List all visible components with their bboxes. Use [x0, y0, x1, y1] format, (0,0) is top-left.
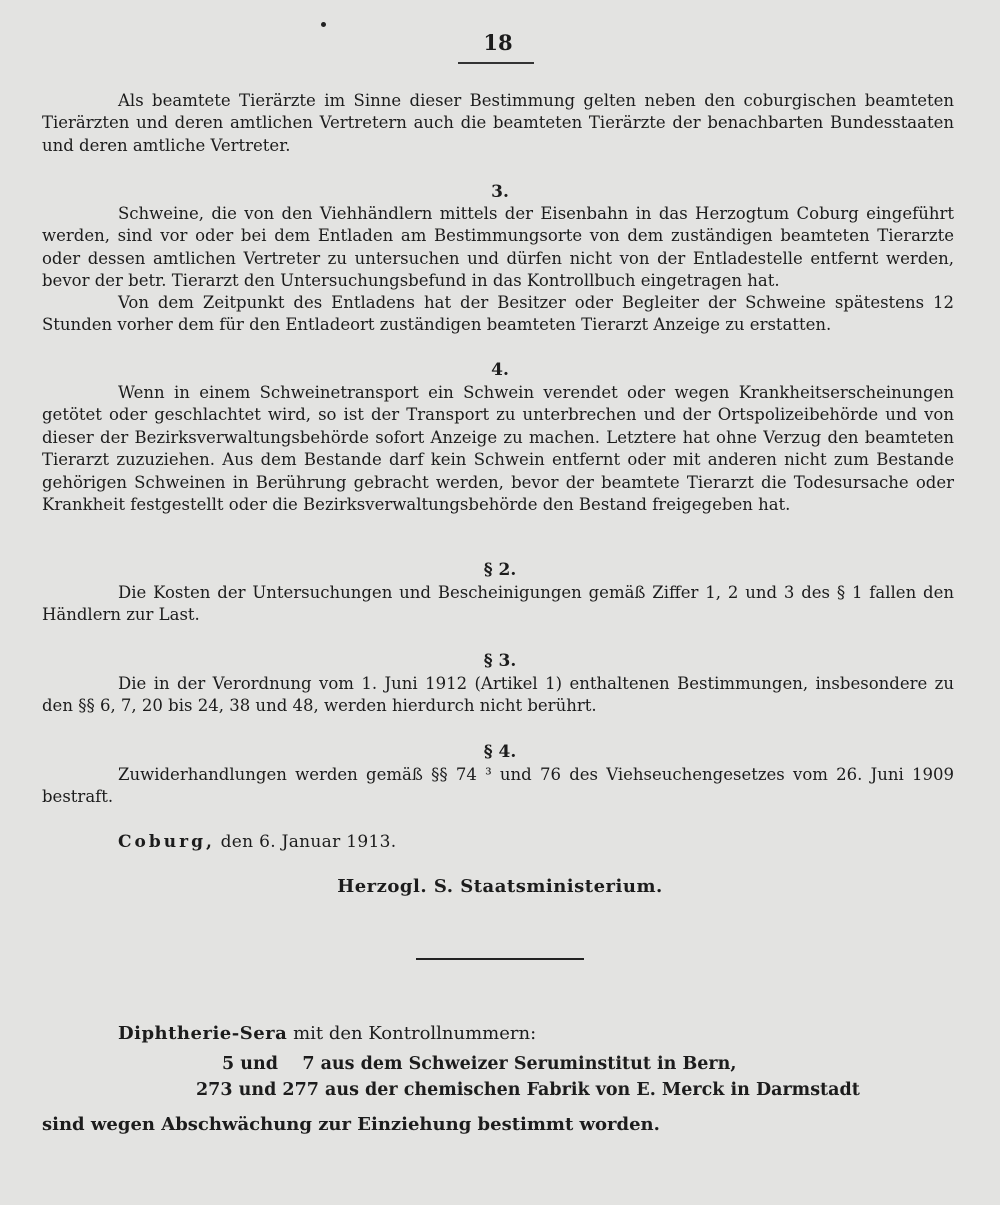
paragraph-3a: Schweine, die von den Viehhändlern mittels der Eisenbahn in das Herzogtum Coburg eingeführt werden, sind vor oder bei dem Entladen am Bestimmungsorte von dem zuständigen beamteten Tierarzte oder dessen amtlichen Vertreter zu untersuchen und dürfen nicht von der Entladestelle entfernt werden, bevor der betr. Tierarzt den Untersuchungsbefund in das Kontrollbuch eingetragen hat.: [42, 204, 954, 291]
page-number: 18: [483, 30, 513, 55]
paragraph-par3: Die in der Verordnung vom 1. Juni 1912 (Artikel 1) enthaltenen Bestimmungen, insbesondere zu den §§ 6, 7, 20 bis 24, 38 und 48, werden hierdurch nicht berührt.: [42, 674, 954, 716]
signature-line: [118, 832, 396, 852]
section-heading-par3: § 3.: [483, 651, 517, 671]
paragraph-4: Wenn in einem Schweinetransport ein Schwein verendet oder wegen Krankheitserscheinungen getötet oder geschlachtet wird, so ist der Transport zu unterbrechen und der Ortspolizeibehörde und von dieser der Bezirksverwaltungsbehörde sofort Anzeige zu machen. Letztere hat ohne Verzug den beamteten Tierarzt zuzuziehen. Aus dem Bestande darf kein Schwein entfernt oder mit anderen nicht zum Bestande gehörigen Schweinen in Berührung gebracht werden, bevor der beamtete Tierarzt die Todesursache oder Krankheit festgestellt oder die Bezirksverwaltungsbehörde den Bestand freigegeben hat.: [42, 383, 954, 515]
section-number-3: 3.: [491, 182, 509, 202]
paragraph-par2: Die Kosten der Untersuchungen und Bescheinigungen gemäß Ziffer 1, 2 und 3 des § 1 fallen den Händlern zur Last.: [42, 583, 954, 625]
notice-heading: [118, 1023, 536, 1044]
paragraph-3b: Von dem Zeitpunkt des Entladens hat der Besitzer oder Begleiter der Schweine spätestens 12 Stunden vorher dem für den Entladeort zuständigen beamteten Tierarzt Anzeige zu erstatten.: [42, 293, 954, 335]
notice-final: sind wegen Abschwächung zur Einziehung bestimmt worden.: [42, 1114, 660, 1135]
notice-heading-rest: mit den Kontrollnummern:: [293, 1023, 537, 1044]
page-number-rule: [458, 62, 534, 64]
notice-heading-bold: Diphtherie-Sera: [118, 1023, 288, 1044]
signature-city: Coburg,: [118, 832, 215, 852]
section-heading-par4: § 4.: [483, 742, 517, 762]
notice-row-2: 273 und 277 aus der chemischen Fabrik von E. Merck in Darmstadt: [196, 1080, 860, 1100]
ministry-signature: Herzogl. S. Staatsministerium.: [337, 876, 663, 897]
notice-row-1: 5 und 7 aus dem Schweizer Seruminstitut in Bern,: [222, 1054, 737, 1074]
signature-date: den 6. Januar 1913.: [220, 832, 397, 852]
paragraph-beamtete-tieraerzte: Als beamtete Tierärzte im Sinne dieser Bestimmung gelten neben den coburgischen beamteten Tierärzten und deren amtlichen Vertretern auch die beamteten Tierärzte der benachbarten Bundesstaaten und deren amtliche Vertreter.: [42, 91, 954, 155]
section-divider: [416, 958, 584, 960]
ink-speck: [321, 22, 326, 27]
section-heading-par2: § 2.: [483, 560, 517, 580]
section-number-4: 4.: [491, 360, 509, 380]
paragraph-par4: Zuwiderhandlungen werden gemäß §§ 74 ³ und 76 des Viehseuchengesetzes vom 26. Juni 1909 bestraft.: [42, 765, 954, 807]
